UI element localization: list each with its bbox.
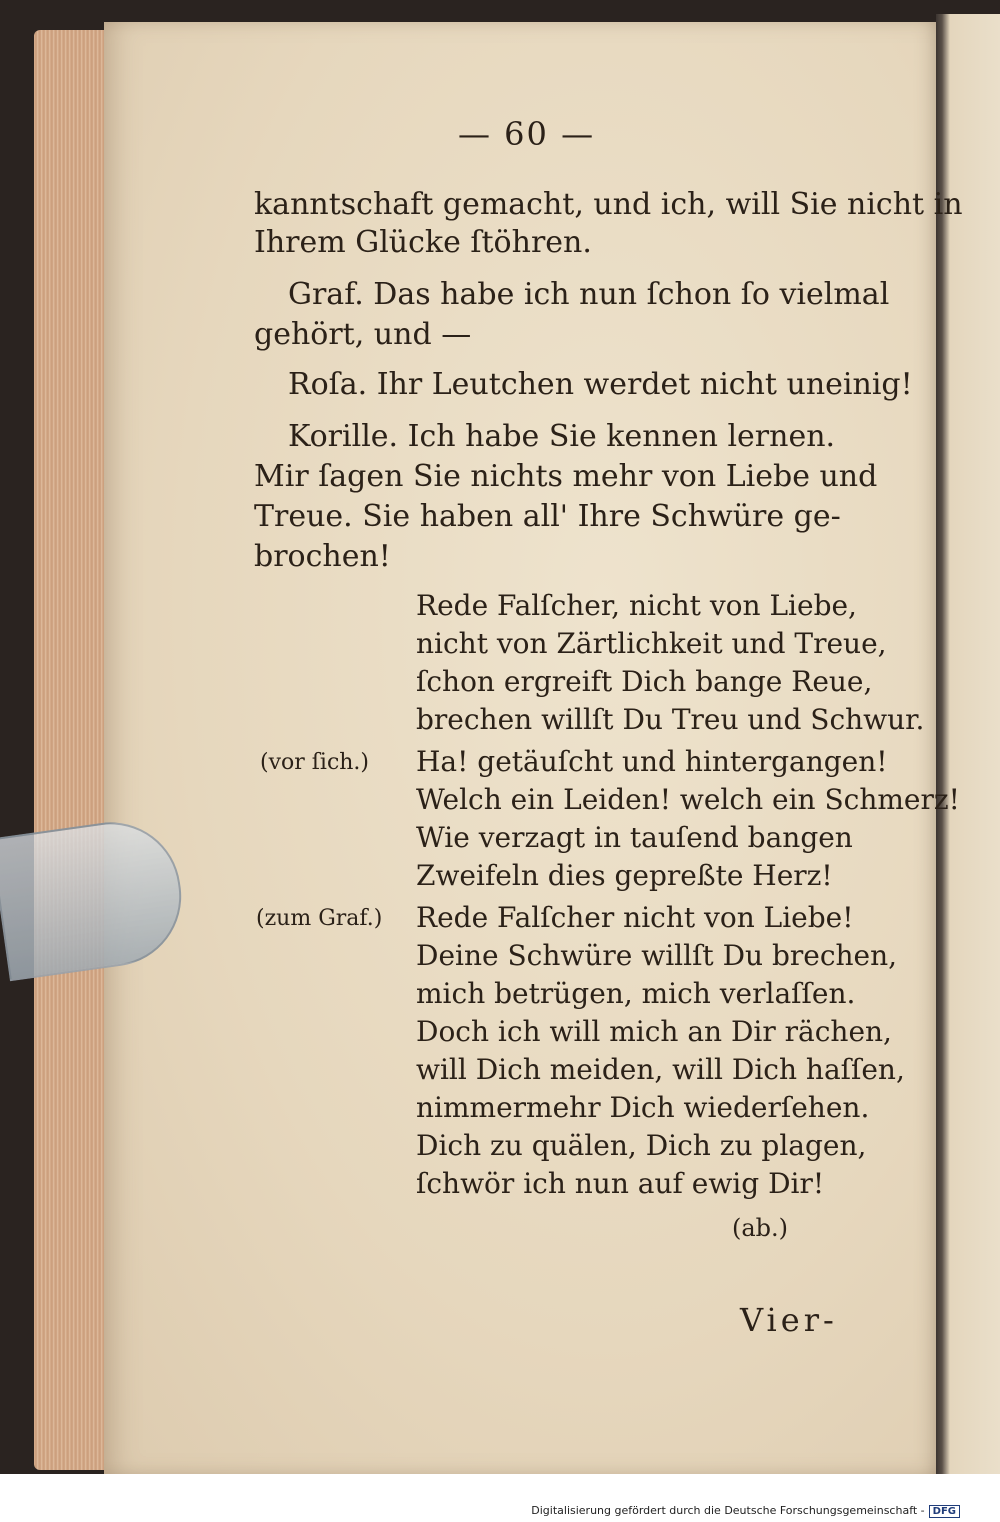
prose-line: brochen! [254,539,391,574]
stage-direction: (vor ſich.) [260,750,370,775]
verse-line: will Dich meiden, will Dich haſſen, [416,1053,905,1086]
verse-line: ſchon ergreift Dich bange Reue, [416,665,873,698]
verse-line: Deine Schwüre willſt Du brechen, [416,939,898,972]
verse-line: Ha! getäuſcht und hintergangen! [416,745,888,778]
verse-line: nimmermehr Dich wiederſehen. [416,1091,870,1124]
prose-line: gehört, und — [254,317,472,352]
verse-line: Rede Falſcher nicht von Liebe! [416,901,854,934]
verse-line: Wie verzagt in tauſend bangen [416,821,853,854]
prose-line: Ihrem Glücke ſtöhren. [254,225,592,260]
verse-line: Welch ein Leiden! welch ein Schmerz! [416,783,960,816]
prose-line: Korille. Ich habe Sie kennen lernen. [288,419,836,454]
book-page-edges [34,30,114,1470]
verse-line: nicht von Zärtlichkeit und Treue, [416,627,887,660]
verse-line: Rede Falſcher, nicht von Liebe, [416,589,857,622]
stage-direction: (zum Graf.) [256,906,383,931]
verse-line: mich betrügen, mich verlaſſen. [416,977,856,1010]
exit-direction: (ab.) [732,1214,789,1242]
footer-text: Digitalisierung gefördert durch die Deutsche Forschungsgemeinschaft - [531,1504,925,1517]
catchword: Vier- [740,1301,838,1339]
verse-line: Zweifeln dies gepreßte Herz! [416,859,833,892]
prose-line: Graf. Das habe ich nun ſchon ſo vielmal [288,277,890,312]
verse-line: brechen willſt Du Treu und Schwur. [416,703,925,736]
verse-line: ſchwör ich nun auf ewig Dir! [416,1167,825,1200]
prose-line: kanntschaft gemacht, und ich, will Sie nicht in [254,187,963,222]
facing-page-edge [936,14,1000,1474]
prose-line: Treue. Sie haben all' Ihre Schwüre ge- [254,499,841,534]
prose-line: Roſa. Ihr Leutchen werdet nicht uneinig! [288,367,913,402]
footer-credit [531,1504,960,1518]
page-number: — 60 — [458,115,596,153]
prose-line: Mir ſagen Sie nichts mehr von Liebe und [254,459,878,494]
verse-line: Doch ich will mich an Dir rächen, [416,1015,892,1048]
verse-line: Dich zu quälen, Dich zu plagen, [416,1129,867,1162]
dfg-logo: DFG [929,1505,960,1518]
